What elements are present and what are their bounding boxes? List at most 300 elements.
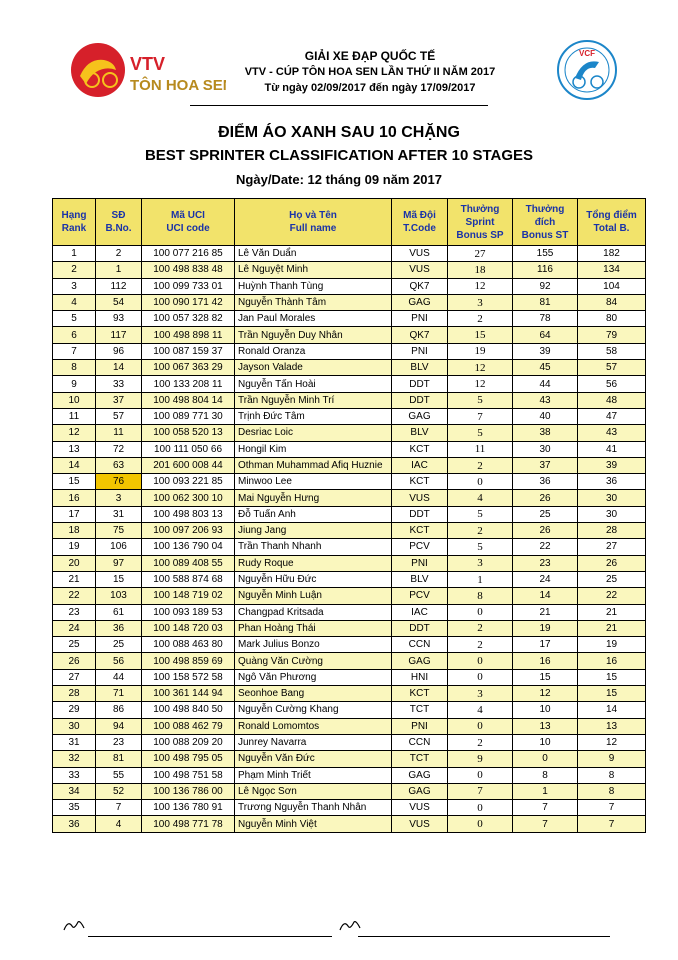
cell-uci: 100 498 771 78 xyxy=(142,816,235,832)
col-uci: Mã UCI UCI code xyxy=(142,199,235,246)
table-row xyxy=(53,376,646,392)
cell-rank: 15 xyxy=(53,474,96,490)
cell-name: Mark Julius Bonzo xyxy=(235,637,392,653)
cell-finish: 25 xyxy=(513,506,578,522)
cell-bib: 117 xyxy=(96,327,142,343)
table-row xyxy=(53,620,646,636)
cell-name: Nguyễn Hữu Đức xyxy=(235,571,392,587)
cell-name: Trần Nguyễn Duy Nhân xyxy=(235,327,392,343)
cell-bib: 112 xyxy=(96,278,142,294)
cell-bib: 93 xyxy=(96,311,142,327)
cell-rank: 31 xyxy=(53,734,96,750)
cell-uci: 100 133 208 11 xyxy=(142,376,235,392)
cell-name: Ronald Oranza xyxy=(235,343,392,359)
cell-team: VUS xyxy=(392,246,448,262)
cell-name: Rudy Roque xyxy=(235,555,392,571)
cell-total: 134 xyxy=(578,262,646,278)
cell-total: 104 xyxy=(578,278,646,294)
cell-bib: 14 xyxy=(96,360,142,376)
cell-bib: 61 xyxy=(96,604,142,620)
table-header-row xyxy=(53,199,646,246)
cell-uci: 100 498 898 11 xyxy=(142,327,235,343)
cell-total: 8 xyxy=(578,783,646,799)
cell-team: PCV xyxy=(392,539,448,555)
report-date: Ngày/Date: 12 tháng 09 năm 2017 xyxy=(236,172,442,187)
cell-total: 15 xyxy=(578,686,646,702)
cell-name: Seonhoe Bang xyxy=(235,686,392,702)
cell-sprint: 0 xyxy=(448,669,513,685)
cell-sprint: 3 xyxy=(448,686,513,702)
cell-team: DDT xyxy=(392,392,448,408)
signature-line-left xyxy=(88,936,332,937)
cell-total: 80 xyxy=(578,311,646,327)
cell-rank: 29 xyxy=(53,702,96,718)
cell-team: PNI xyxy=(392,311,448,327)
title-english: BEST SPRINTER CLASSIFICATION AFTER 10 STAGES xyxy=(144,147,534,164)
cell-team: DDT xyxy=(392,620,448,636)
cell-sprint: 12 xyxy=(448,278,513,294)
cell-sprint: 12 xyxy=(448,376,513,392)
cell-finish: 19 xyxy=(513,620,578,636)
cell-team: TCT xyxy=(392,702,448,718)
cell-rank: 28 xyxy=(53,686,96,702)
cell-bib: 33 xyxy=(96,376,142,392)
cell-bib: 72 xyxy=(96,441,142,457)
table-row xyxy=(53,506,646,522)
cell-bib: 97 xyxy=(96,555,142,571)
cell-sprint: 15 xyxy=(448,327,513,343)
table-row xyxy=(53,408,646,424)
cell-finish: 10 xyxy=(513,702,578,718)
cell-name: Othman Muhammad Afiq Huznie xyxy=(235,457,392,473)
table-row xyxy=(53,441,646,457)
cell-uci: 100 136 790 04 xyxy=(142,539,235,555)
cell-rank: 22 xyxy=(53,588,96,604)
cell-team: IAC xyxy=(392,604,448,620)
cell-sprint: 2 xyxy=(448,734,513,750)
cell-bib: 31 xyxy=(96,506,142,522)
cell-finish: 12 xyxy=(513,686,578,702)
cell-finish: 92 xyxy=(513,278,578,294)
cell-team: VUS xyxy=(392,800,448,816)
cell-sprint: 18 xyxy=(448,262,513,278)
cell-rank: 20 xyxy=(53,555,96,571)
cell-team: IAC xyxy=(392,457,448,473)
cell-team: BLV xyxy=(392,360,448,376)
cell-name: Jayson Valade xyxy=(235,360,392,376)
event-name: GIẢI XE ĐẠP QUỐC TẾ xyxy=(304,49,436,63)
cell-rank: 33 xyxy=(53,767,96,783)
cell-rank: 14 xyxy=(53,457,96,473)
cell-total: 48 xyxy=(578,392,646,408)
cell-team: VUS xyxy=(392,816,448,832)
cell-rank: 10 xyxy=(53,392,96,408)
cell-uci: 100 062 300 10 xyxy=(142,490,235,506)
cell-team: KCT xyxy=(392,474,448,490)
cell-total: 19 xyxy=(578,637,646,653)
cell-uci: 100 067 363 29 xyxy=(142,360,235,376)
cell-finish: 15 xyxy=(513,669,578,685)
cell-uci: 100 088 463 80 xyxy=(142,637,235,653)
cell-name: Lê Văn Duẩn xyxy=(235,246,392,262)
cell-team: DDT xyxy=(392,506,448,522)
cell-rank: 12 xyxy=(53,425,96,441)
table-row xyxy=(53,457,646,473)
cell-sprint: 5 xyxy=(448,392,513,408)
cell-total: 9 xyxy=(578,751,646,767)
cell-sprint: 5 xyxy=(448,506,513,522)
cell-team: PNI xyxy=(392,718,448,734)
cell-finish: 14 xyxy=(513,588,578,604)
cell-uci: 100 097 206 93 xyxy=(142,523,235,539)
cell-bib: 15 xyxy=(96,571,142,587)
table-row xyxy=(53,571,646,587)
header-divider xyxy=(190,105,488,106)
cell-name: Nguyễn Tấn Hoài xyxy=(235,376,392,392)
cell-total: 57 xyxy=(578,360,646,376)
table-row xyxy=(53,767,646,783)
cell-finish: 24 xyxy=(513,571,578,587)
cell-uci: 100 498 840 50 xyxy=(142,702,235,718)
cell-team: TCT xyxy=(392,751,448,767)
cell-uci: 100 148 720 03 xyxy=(142,620,235,636)
cell-rank: 27 xyxy=(53,669,96,685)
cell-total: 21 xyxy=(578,604,646,620)
cell-rank: 5 xyxy=(53,311,96,327)
cell-name: Lê Ngọc Sơn xyxy=(235,783,392,799)
cell-sprint: 27 xyxy=(448,246,513,262)
cell-uci: 100 136 786 00 xyxy=(142,783,235,799)
table-row xyxy=(53,262,646,278)
table-row xyxy=(53,311,646,327)
cell-team: CCN xyxy=(392,734,448,750)
table-row xyxy=(53,637,646,653)
cell-finish: 78 xyxy=(513,311,578,327)
cell-sprint: 3 xyxy=(448,294,513,310)
cell-total: 30 xyxy=(578,506,646,522)
cell-sprint: 7 xyxy=(448,783,513,799)
cell-finish: 7 xyxy=(513,800,578,816)
cell-name: Đỗ Tuấn Anh xyxy=(235,506,392,522)
table-row xyxy=(53,555,646,571)
cell-rank: 3 xyxy=(53,278,96,294)
cell-team: KCT xyxy=(392,523,448,539)
cell-team: PCV xyxy=(392,588,448,604)
cell-finish: 40 xyxy=(513,408,578,424)
cell-finish: 43 xyxy=(513,392,578,408)
cell-bib: 106 xyxy=(96,539,142,555)
cell-team: KCT xyxy=(392,686,448,702)
title-vietnamese: ĐIỂM ÁO XANH SAU 10 CHẶNG xyxy=(218,124,460,141)
cell-sprint: 3 xyxy=(448,555,513,571)
cell-team: BLV xyxy=(392,571,448,587)
cell-name: Huỳnh Thanh Tùng xyxy=(235,278,392,294)
table-row xyxy=(53,734,646,750)
cell-sprint: 4 xyxy=(448,702,513,718)
cell-name: Nguyễn Thành Tâm xyxy=(235,294,392,310)
cell-rank: 19 xyxy=(53,539,96,555)
cell-total: 47 xyxy=(578,408,646,424)
cell-rank: 26 xyxy=(53,653,96,669)
table-row xyxy=(53,327,646,343)
cell-bib: 54 xyxy=(96,294,142,310)
cell-uci: 100 136 780 91 xyxy=(142,800,235,816)
cell-uci: 100 089 408 55 xyxy=(142,555,235,571)
cell-bib: 81 xyxy=(96,751,142,767)
cell-total: 14 xyxy=(578,702,646,718)
cell-team: DDT xyxy=(392,376,448,392)
cell-sprint: 0 xyxy=(448,604,513,620)
cell-finish: 37 xyxy=(513,457,578,473)
cell-total: 84 xyxy=(578,294,646,310)
table-row xyxy=(53,751,646,767)
cell-team: BLV xyxy=(392,425,448,441)
cell-uci: 100 148 719 02 xyxy=(142,588,235,604)
cell-finish: 21 xyxy=(513,604,578,620)
table-row xyxy=(53,278,646,294)
col-finish-bonus: Thưởng đích Bonus ST xyxy=(513,199,578,246)
cell-rank: 16 xyxy=(53,490,96,506)
cell-finish: 81 xyxy=(513,294,578,310)
cell-uci: 100 088 209 20 xyxy=(142,734,235,750)
cell-sprint: 2 xyxy=(448,620,513,636)
cell-bib: 55 xyxy=(96,767,142,783)
cell-team: PNI xyxy=(392,555,448,571)
cell-bib: 36 xyxy=(96,620,142,636)
cell-name: Mai Nguyễn Hưng xyxy=(235,490,392,506)
cell-sprint: 12 xyxy=(448,360,513,376)
cell-bib: 1 xyxy=(96,262,142,278)
table-row xyxy=(53,523,646,539)
classification-table xyxy=(52,198,646,833)
cell-bib: 37 xyxy=(96,392,142,408)
col-sprint-bonus: Thưởng Sprint Bonus SP xyxy=(448,199,513,246)
cell-rank: 1 xyxy=(53,246,96,262)
signature-line-right xyxy=(358,936,610,937)
cell-team: GAG xyxy=(392,408,448,424)
cell-uci: 100 093 221 85 xyxy=(142,474,235,490)
cell-team: PNI xyxy=(392,343,448,359)
cell-uci: 100 498 838 48 xyxy=(142,262,235,278)
cell-rank: 35 xyxy=(53,800,96,816)
cell-sprint: 2 xyxy=(448,311,513,327)
cell-uci: 100 089 771 30 xyxy=(142,408,235,424)
cell-total: 27 xyxy=(578,539,646,555)
cell-sprint: 5 xyxy=(448,425,513,441)
cell-sprint: 9 xyxy=(448,751,513,767)
cell-rank: 36 xyxy=(53,816,96,832)
table-row xyxy=(53,539,646,555)
cell-total: 21 xyxy=(578,620,646,636)
cell-sprint: 0 xyxy=(448,474,513,490)
cell-name: Nguyễn Văn Đức xyxy=(235,751,392,767)
table-row xyxy=(53,653,646,669)
cell-finish: 8 xyxy=(513,767,578,783)
cell-team: HNI xyxy=(392,669,448,685)
cell-finish: 45 xyxy=(513,360,578,376)
cell-name: Phạm Minh Triết xyxy=(235,767,392,783)
cell-total: 25 xyxy=(578,571,646,587)
cell-rank: 13 xyxy=(53,441,96,457)
cell-sprint: 0 xyxy=(448,718,513,734)
cell-rank: 34 xyxy=(53,783,96,799)
cell-bib: 25 xyxy=(96,637,142,653)
cell-team: CCN xyxy=(392,637,448,653)
cell-uci: 100 111 050 66 xyxy=(142,441,235,457)
cell-name: Nguyễn Minh Việt xyxy=(235,816,392,832)
cell-total: 16 xyxy=(578,653,646,669)
cell-name: Trương Nguyễn Thanh Nhân xyxy=(235,800,392,816)
cell-team: QK7 xyxy=(392,327,448,343)
cell-total: 41 xyxy=(578,441,646,457)
cell-bib: 11 xyxy=(96,425,142,441)
cell-team: GAG xyxy=(392,294,448,310)
cell-uci: 100 498 751 58 xyxy=(142,767,235,783)
cell-bib: 44 xyxy=(96,669,142,685)
cell-uci: 100 158 572 58 xyxy=(142,669,235,685)
cell-name: Jiung Jang xyxy=(235,523,392,539)
cell-bib: 75 xyxy=(96,523,142,539)
cell-finish: 36 xyxy=(513,474,578,490)
col-total: Tổng điểm Total B. xyxy=(578,199,646,246)
cell-uci: 201 600 008 44 xyxy=(142,457,235,473)
col-bib: SĐ B.No. xyxy=(96,199,142,246)
table-row xyxy=(53,294,646,310)
cell-total: 26 xyxy=(578,555,646,571)
cell-total: 39 xyxy=(578,457,646,473)
cell-bib: 71 xyxy=(96,686,142,702)
cell-name: Junrey Navarra xyxy=(235,734,392,750)
cell-finish: 13 xyxy=(513,718,578,734)
table-row xyxy=(53,360,646,376)
cell-uci: 100 498 803 13 xyxy=(142,506,235,522)
cell-name: Changpad Kritsada xyxy=(235,604,392,620)
cell-rank: 30 xyxy=(53,718,96,734)
cell-sprint: 2 xyxy=(448,457,513,473)
cell-sprint: 8 xyxy=(448,588,513,604)
cell-rank: 17 xyxy=(53,506,96,522)
cell-team: GAG xyxy=(392,783,448,799)
cell-uci: 100 498 795 05 xyxy=(142,751,235,767)
table-row xyxy=(53,669,646,685)
cell-bib: 103 xyxy=(96,588,142,604)
cell-team: GAG xyxy=(392,653,448,669)
cell-uci: 100 099 733 01 xyxy=(142,278,235,294)
table-row xyxy=(53,474,646,490)
cell-name: Trịnh Đức Tâm xyxy=(235,408,392,424)
cell-sprint: 0 xyxy=(448,800,513,816)
cell-rank: 8 xyxy=(53,360,96,376)
cell-sprint: 0 xyxy=(448,653,513,669)
cell-sprint: 0 xyxy=(448,816,513,832)
cell-bib: 86 xyxy=(96,702,142,718)
cell-sprint: 7 xyxy=(448,408,513,424)
cell-team: VUS xyxy=(392,490,448,506)
cell-name: Phan Hoàng Thái xyxy=(235,620,392,636)
cell-finish: 16 xyxy=(513,653,578,669)
cell-total: 13 xyxy=(578,718,646,734)
cell-finish: 64 xyxy=(513,327,578,343)
cell-finish: 17 xyxy=(513,637,578,653)
table-row xyxy=(53,783,646,799)
table-row xyxy=(53,392,646,408)
table-row xyxy=(53,425,646,441)
cell-uci: 100 088 462 79 xyxy=(142,718,235,734)
cell-bib: 52 xyxy=(96,783,142,799)
cell-name: Trần Nguyễn Minh Trí xyxy=(235,392,392,408)
cell-finish: 26 xyxy=(513,490,578,506)
cell-bib: 57 xyxy=(96,408,142,424)
signature-left-icon xyxy=(62,918,88,939)
cell-name: Nguyễn Minh Luận xyxy=(235,588,392,604)
cell-bib: 63 xyxy=(96,457,142,473)
cell-finish: 38 xyxy=(513,425,578,441)
table-row xyxy=(53,686,646,702)
cell-sprint: 4 xyxy=(448,490,513,506)
cell-total: 28 xyxy=(578,523,646,539)
cell-sprint: 19 xyxy=(448,343,513,359)
cell-total: 12 xyxy=(578,734,646,750)
cell-rank: 4 xyxy=(53,294,96,310)
cell-finish: 1 xyxy=(513,783,578,799)
cell-name: Ngô Văn Phương xyxy=(235,669,392,685)
cell-name: Jan Paul Morales xyxy=(235,311,392,327)
cell-sprint: 2 xyxy=(448,637,513,653)
cell-total: 182 xyxy=(578,246,646,262)
cell-uci: 100 057 328 82 xyxy=(142,311,235,327)
table-row xyxy=(53,246,646,262)
cell-total: 79 xyxy=(578,327,646,343)
cell-bib: 56 xyxy=(96,653,142,669)
table-row xyxy=(53,718,646,734)
cell-bib: 7 xyxy=(96,800,142,816)
federation-mark: VCF xyxy=(579,49,595,58)
brand-top: VTV xyxy=(130,54,166,74)
cell-team: GAG xyxy=(392,767,448,783)
cell-rank: 2 xyxy=(53,262,96,278)
table-row xyxy=(53,604,646,620)
cell-finish: 22 xyxy=(513,539,578,555)
cell-bib: 3 xyxy=(96,490,142,506)
cell-uci: 100 077 216 85 xyxy=(142,246,235,262)
cell-uci: 100 588 874 68 xyxy=(142,571,235,587)
table-row xyxy=(53,588,646,604)
table-row xyxy=(53,816,646,832)
table-row xyxy=(53,343,646,359)
brand-bottom: TÔN HOA SEN xyxy=(130,77,226,94)
cell-name: Minwoo Lee xyxy=(235,474,392,490)
cell-total: 15 xyxy=(578,669,646,685)
cell-name: Desriac Loic xyxy=(235,425,392,441)
cell-bib: 94 xyxy=(96,718,142,734)
cell-rank: 6 xyxy=(53,327,96,343)
cell-rank: 18 xyxy=(53,523,96,539)
cell-bib: 2 xyxy=(96,246,142,262)
cell-rank: 11 xyxy=(53,408,96,424)
table-row xyxy=(53,702,646,718)
cell-finish: 26 xyxy=(513,523,578,539)
cell-bib: 23 xyxy=(96,734,142,750)
cell-rank: 7 xyxy=(53,343,96,359)
table-row xyxy=(53,490,646,506)
cell-uci: 100 498 859 69 xyxy=(142,653,235,669)
cell-sprint: 11 xyxy=(448,441,513,457)
cell-sprint: 0 xyxy=(448,767,513,783)
cell-finish: 39 xyxy=(513,343,578,359)
cell-sprint: 2 xyxy=(448,523,513,539)
cell-rank: 9 xyxy=(53,376,96,392)
cell-finish: 0 xyxy=(513,751,578,767)
